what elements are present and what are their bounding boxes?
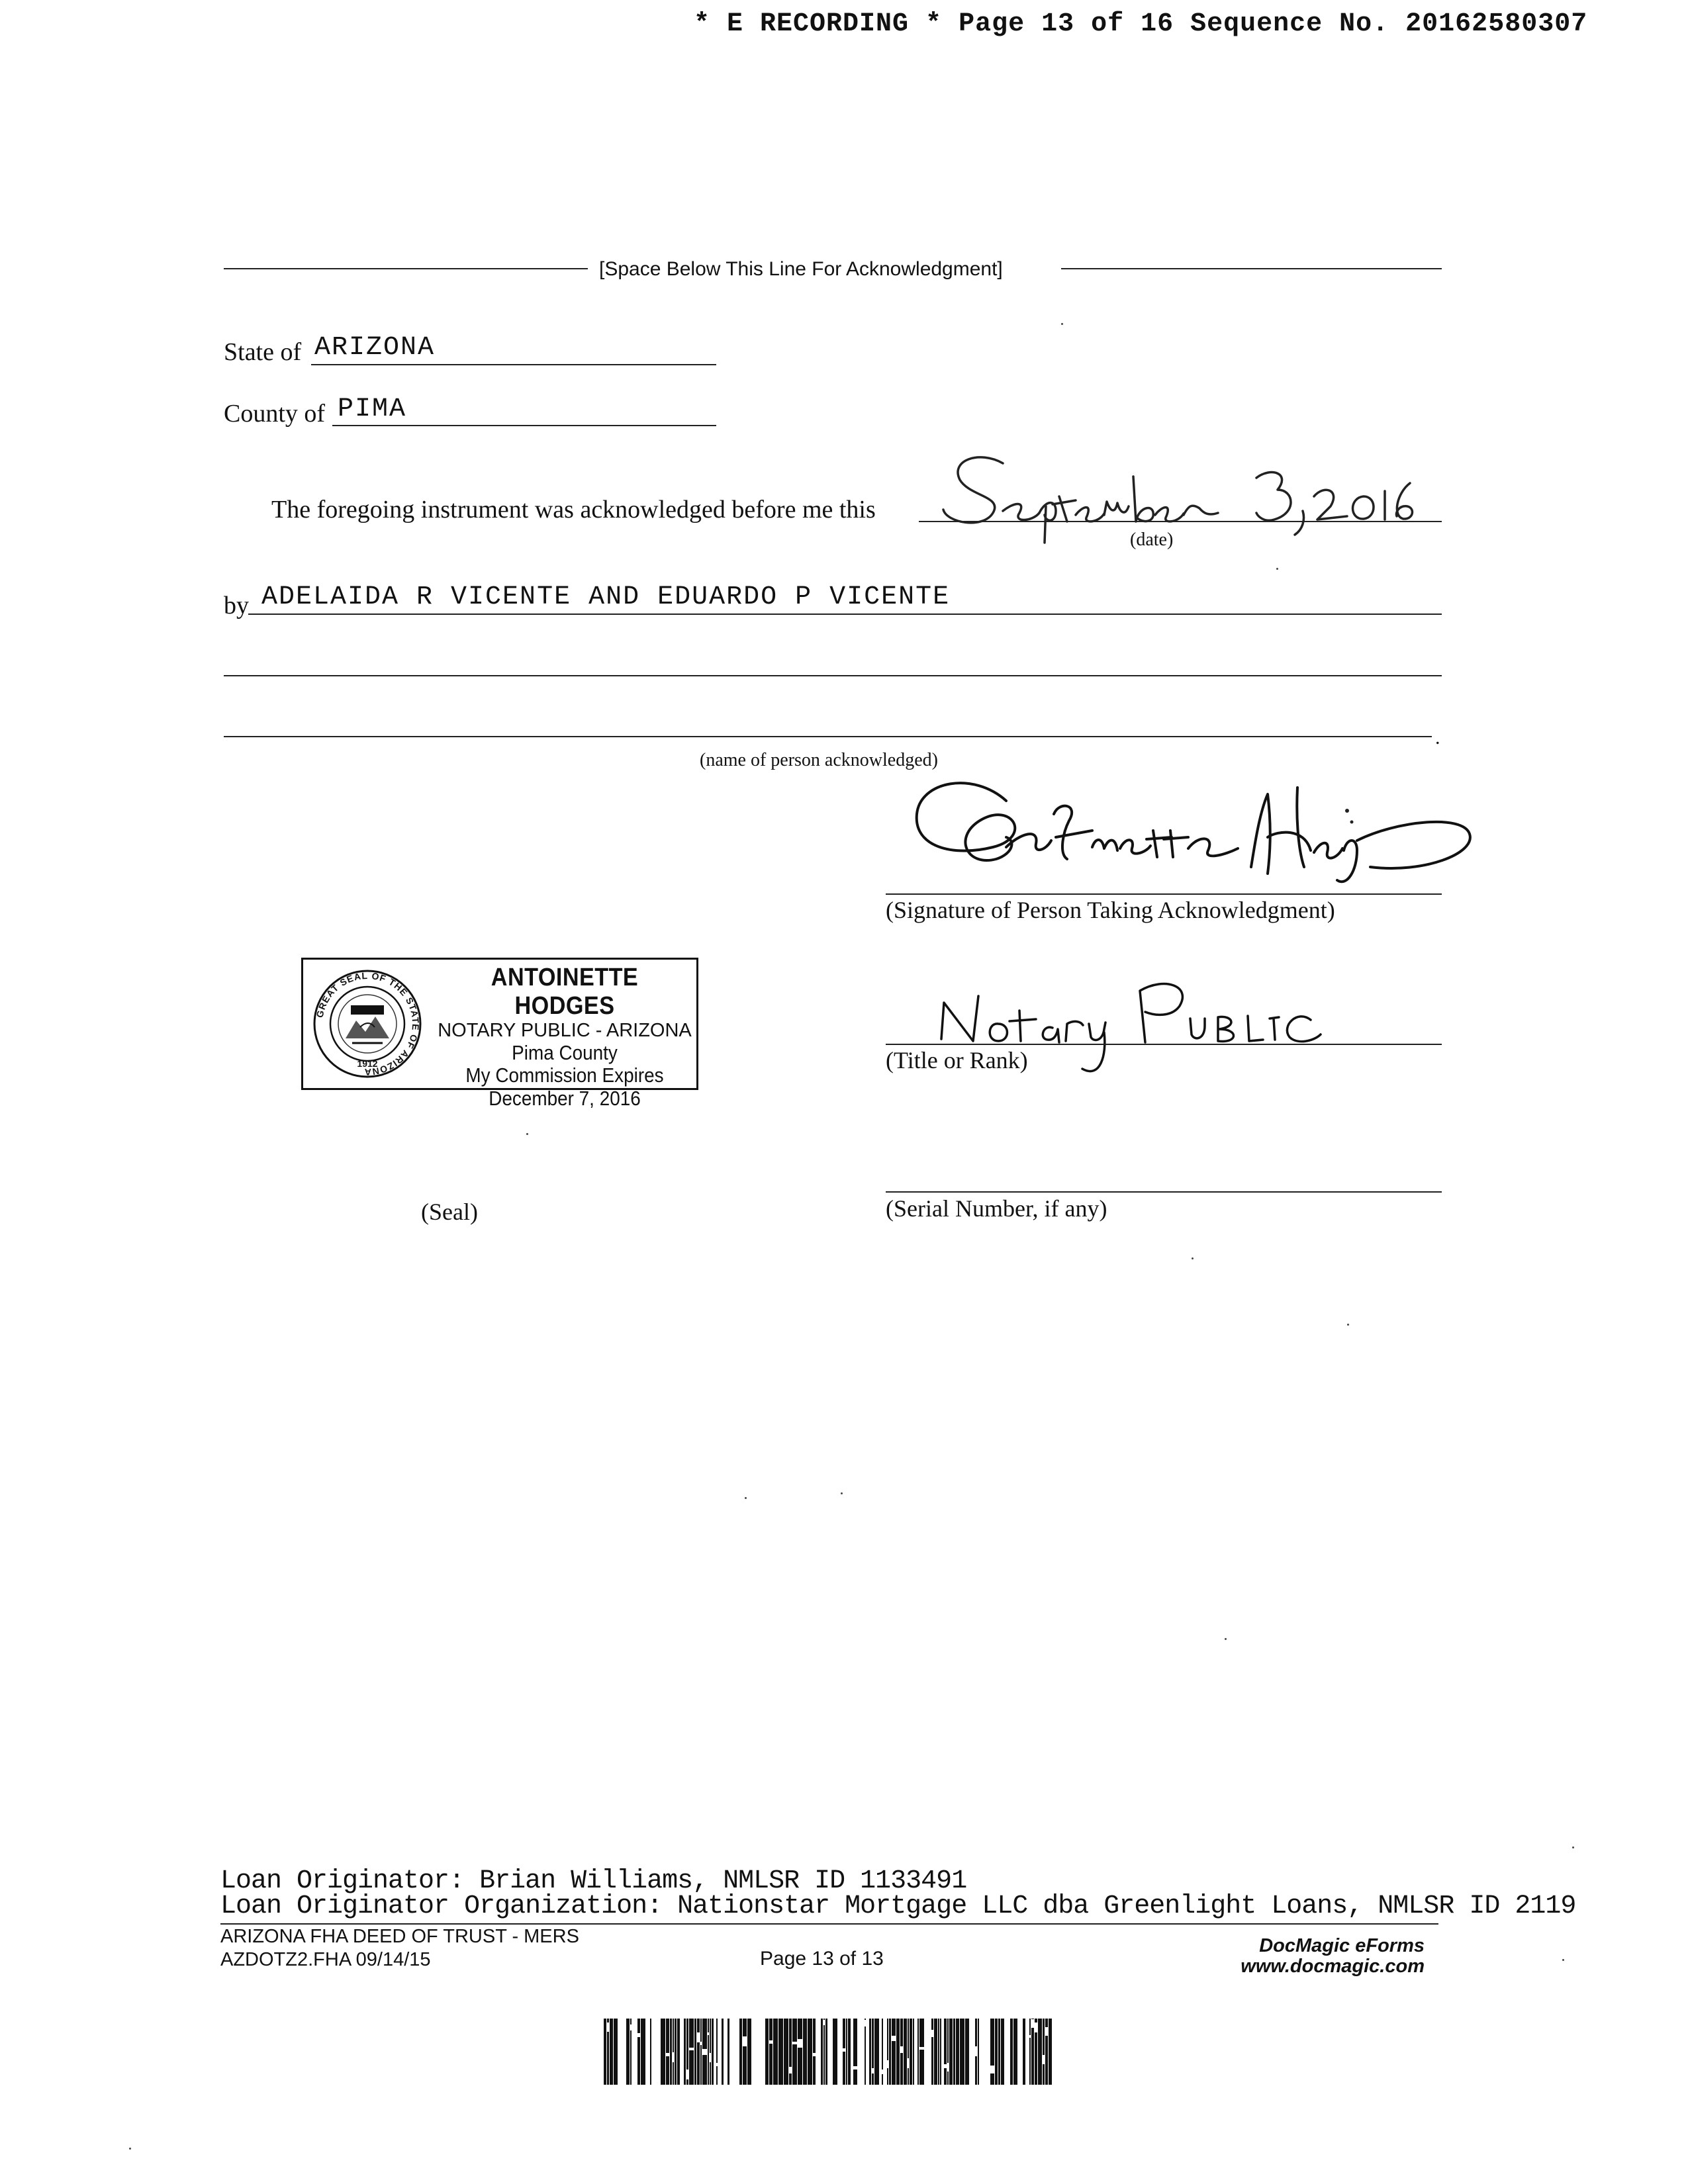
seal-notary-public: NOTARY PUBLIC - ARIZONA: [438, 1020, 692, 1042]
state-label: State of: [224, 338, 302, 366]
divider-line-left: [224, 268, 588, 269]
title-underline: [886, 1044, 1442, 1045]
by-label: by: [224, 592, 249, 619]
line-end-dot: .: [1435, 727, 1440, 749]
notary-seal: [301, 958, 698, 1110]
county-label: County of: [224, 400, 326, 428]
docmagic-logo: DocMagic eForms: [1259, 1935, 1425, 1956]
footer-page-number: Page 13 of 13: [760, 1948, 884, 1970]
footer-form-title: ARIZONA FHA DEED OF TRUST - MERS: [220, 1926, 579, 1947]
svg-text:1912: 1912: [357, 1058, 378, 1069]
title-rank-caption: (Title or Rank): [886, 1047, 1028, 1073]
divider-line-right: [1061, 268, 1442, 269]
recording-header: * E RECORDING * Page 13 of 16 Sequence No. 20162580307: [694, 9, 1588, 39]
seal-caption: (Seal): [421, 1199, 478, 1225]
seal-county: Pima County: [512, 1040, 618, 1064]
acknowledgment-divider-label: [Space Below This Line For Acknowledgment]: [599, 258, 1003, 280]
serial-number-caption: (Serial Number, if any): [886, 1195, 1107, 1222]
docmagic-url: www.docmagic.com: [1241, 1956, 1425, 1977]
barcode-image: [604, 2019, 1054, 2085]
county-underline: [332, 425, 716, 426]
seal-commission-date: December 7, 2016: [489, 1087, 641, 1110]
county-value: PIMA: [338, 394, 407, 424]
loan-originator: Loan Originator: Brian Williams, NMLSR ID 1133491: [220, 1866, 967, 1896]
acknowledged-persons-underline: [248, 614, 1442, 615]
state-underline: [311, 364, 716, 365]
footer-rule: [220, 1923, 1438, 1925]
date-caption: (date): [1130, 529, 1174, 550]
serial-number-underline: [886, 1191, 1442, 1193]
blank-line-2: [224, 736, 1432, 737]
seal-commission-label: My Commission Expires: [465, 1064, 664, 1087]
arizona-state-seal-icon: [312, 969, 422, 1079]
signature-caption: (Signature of Person Taking Acknowledgment): [886, 897, 1335, 923]
loan-originator-organization: Loan Originator Organization: Nationstar Mortgage LLC dba Greenlight Loans, NMLSR ID 2119: [220, 1891, 1576, 1921]
notary-signature: [880, 774, 1476, 907]
blank-line-1: [224, 675, 1442, 676]
footer-form-code: AZDOTZ2.FHA 09/14/15: [220, 1949, 431, 1970]
handwritten-date: [940, 450, 1417, 549]
name-acknowledged-caption: (name of person acknowledged): [700, 750, 938, 770]
signature-underline: [886, 893, 1442, 895]
seal-text: [436, 964, 694, 1111]
svg-text:GREAT SEAL OF THE STATE OF ARI: GREAT SEAL OF THE STATE OF ARIZONA: [314, 970, 422, 1078]
state-value: ARIZONA: [314, 333, 436, 363]
acknowledged-persons: ADELAIDA R VICENTE AND EDUARDO P VICENTE: [261, 582, 951, 612]
foregoing-instrument-text: The foregoing instrument was acknowledged before me this: [271, 496, 876, 523]
seal-notary-name: ANTOINETTE HODGES: [491, 964, 639, 1020]
